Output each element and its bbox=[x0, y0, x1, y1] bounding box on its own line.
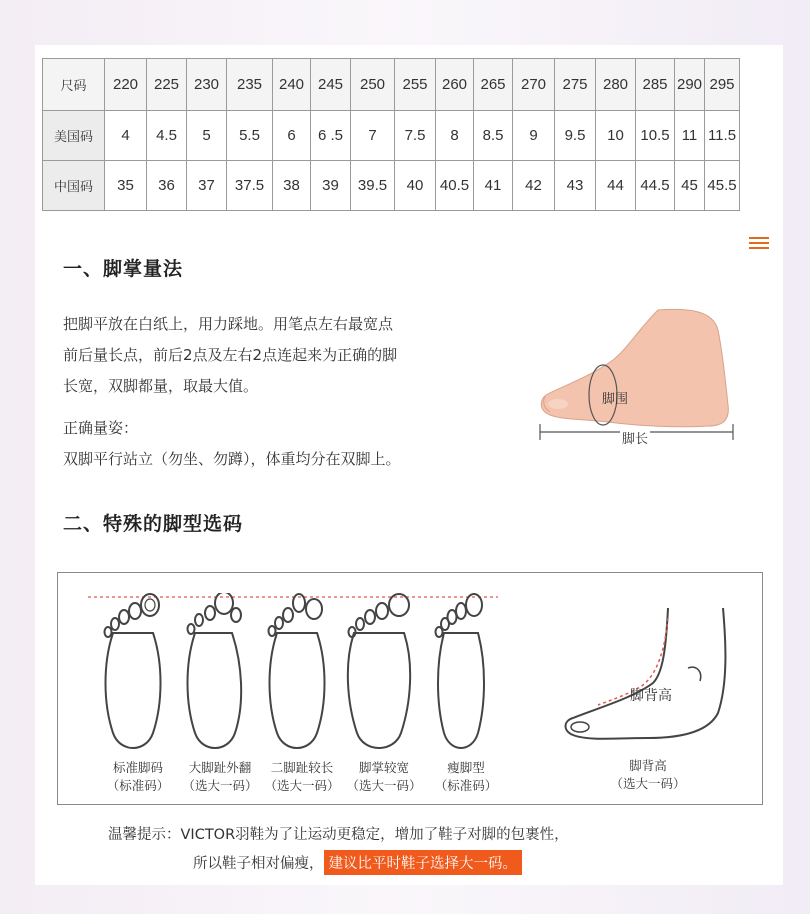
foot-type-bunion bbox=[180, 573, 260, 806]
size-cell: 295 bbox=[705, 59, 740, 111]
size-cell: 290 bbox=[675, 59, 705, 111]
menu-icon[interactable] bbox=[749, 237, 769, 249]
foot-advice: （选大一码） bbox=[182, 778, 258, 793]
size-cell: 38 bbox=[273, 161, 311, 211]
row-header: 中国码 bbox=[43, 161, 105, 211]
foot-outline-icon bbox=[262, 593, 332, 758]
section1-line-3: 长宽，双脚都量，取最大值。 bbox=[63, 377, 259, 395]
size-row bbox=[43, 59, 740, 111]
section1-line-2: 前后量长点，前后2点及左右2点连起来为正确的脚 bbox=[63, 346, 398, 364]
size-cell: 230 bbox=[187, 59, 227, 111]
size-cell: 235 bbox=[227, 59, 273, 111]
size-cell: 6 .5 bbox=[311, 111, 351, 161]
section2-title: 二、特殊的脚型选码 bbox=[63, 513, 244, 535]
foot-outline-icon bbox=[344, 593, 414, 758]
row-header: 尺码 bbox=[43, 59, 105, 111]
foot-advice: （标准码） bbox=[434, 778, 498, 793]
size-cell: 5 bbox=[187, 111, 227, 161]
size-cell: 8.5 bbox=[474, 111, 513, 161]
size-cell: 37.5 bbox=[227, 161, 273, 211]
size-cell: 9 bbox=[513, 111, 555, 161]
size-cell: 45.5 bbox=[705, 161, 740, 211]
size-cell: 225 bbox=[147, 59, 187, 111]
instep-label: 脚背高 bbox=[630, 688, 672, 704]
size-cell: 44 bbox=[596, 161, 636, 211]
posture-text: 双脚平行站立（勿坐、勿蹲），体重均分在双脚上。 bbox=[63, 450, 401, 468]
size-cell: 40.5 bbox=[436, 161, 474, 211]
foot-type-standard bbox=[98, 573, 178, 806]
size-cell: 280 bbox=[596, 59, 636, 111]
size-cell: 9.5 bbox=[555, 111, 596, 161]
foot-type-high-instep bbox=[558, 573, 738, 806]
size-cell: 220 bbox=[105, 59, 147, 111]
size-cell: 265 bbox=[474, 59, 513, 111]
foot-name: 大脚趾外翻 bbox=[188, 760, 252, 775]
size-cell: 39 bbox=[311, 161, 351, 211]
foot-name: 瘦脚型 bbox=[447, 760, 485, 775]
posture-title: 正确量姿： bbox=[63, 419, 139, 437]
size-cell: 260 bbox=[436, 59, 474, 111]
note-line-2-plain: 所以鞋子相对偏瘦， bbox=[193, 856, 324, 872]
size-cell: 5.5 bbox=[227, 111, 273, 161]
size-cell: 8 bbox=[436, 111, 474, 161]
size-cell: 4.5 bbox=[147, 111, 187, 161]
foot-advice: （选大一码） bbox=[346, 778, 422, 793]
size-cell: 11.5 bbox=[705, 111, 740, 161]
size-cell: 285 bbox=[636, 59, 675, 111]
instep-advice: （选大一码） bbox=[610, 776, 686, 791]
size-cell: 35 bbox=[105, 161, 147, 211]
section1-line-1: 把脚平放在白纸上，用力踩地。用笔点左右最宽点 bbox=[63, 315, 394, 333]
size-cell: 7 bbox=[351, 111, 395, 161]
size-table bbox=[42, 58, 740, 211]
foot-type-wide bbox=[344, 573, 424, 806]
foot-advice: （选大一码） bbox=[264, 778, 340, 793]
size-cell: 11 bbox=[675, 111, 705, 161]
size-cell: 4 bbox=[105, 111, 147, 161]
foot-outline-icon bbox=[98, 593, 168, 758]
size-cell: 45 bbox=[675, 161, 705, 211]
instep-name: 脚背高 bbox=[629, 758, 667, 773]
size-cell: 270 bbox=[513, 59, 555, 111]
foot-outline-icon bbox=[426, 593, 496, 758]
size-cell: 255 bbox=[395, 59, 436, 111]
size-cell: 37 bbox=[187, 161, 227, 211]
girth-label: 脚围 bbox=[602, 392, 629, 407]
size-cell: 44.5 bbox=[636, 161, 675, 211]
size-cell: 7.5 bbox=[395, 111, 436, 161]
size-cell: 275 bbox=[555, 59, 596, 111]
foot-name: 二脚趾较长 bbox=[270, 760, 334, 775]
row-header: 美国码 bbox=[43, 111, 105, 161]
size-cell: 43 bbox=[555, 161, 596, 211]
foot-types-panel bbox=[57, 572, 763, 805]
foot-type-long-second-toe bbox=[262, 573, 342, 806]
note-highlight: 建议比平时鞋子选择大一码。 bbox=[324, 850, 523, 875]
foot-side-outline-icon bbox=[558, 603, 738, 753]
size-cell: 240 bbox=[273, 59, 311, 111]
size-cell: 6 bbox=[273, 111, 311, 161]
size-cell: 39.5 bbox=[351, 161, 395, 211]
size-cell: 10 bbox=[596, 111, 636, 161]
size-row bbox=[43, 161, 740, 211]
size-cell: 245 bbox=[311, 59, 351, 111]
length-label: 脚长 bbox=[620, 428, 650, 447]
foot-type-slim bbox=[426, 573, 506, 806]
size-cell: 42 bbox=[513, 161, 555, 211]
size-cell: 250 bbox=[351, 59, 395, 111]
section1-title: 一、脚掌量法 bbox=[63, 258, 184, 280]
note-line-1: 温馨提示：VICTOR羽鞋为了让运动更稳定，增加了鞋子对脚的包裹性， bbox=[108, 827, 569, 843]
size-cell: 10.5 bbox=[636, 111, 675, 161]
foot-measure-illustration bbox=[528, 300, 758, 460]
foot-name: 脚掌较宽 bbox=[358, 760, 409, 775]
foot-outline-icon bbox=[180, 593, 250, 758]
note-line-2 bbox=[193, 850, 522, 875]
size-cell: 41 bbox=[474, 161, 513, 211]
foot-name: 标准脚码 bbox=[112, 760, 163, 775]
foot-advice: （标准码） bbox=[106, 778, 170, 793]
size-row bbox=[43, 111, 740, 161]
size-cell: 40 bbox=[395, 161, 436, 211]
size-cell: 36 bbox=[147, 161, 187, 211]
